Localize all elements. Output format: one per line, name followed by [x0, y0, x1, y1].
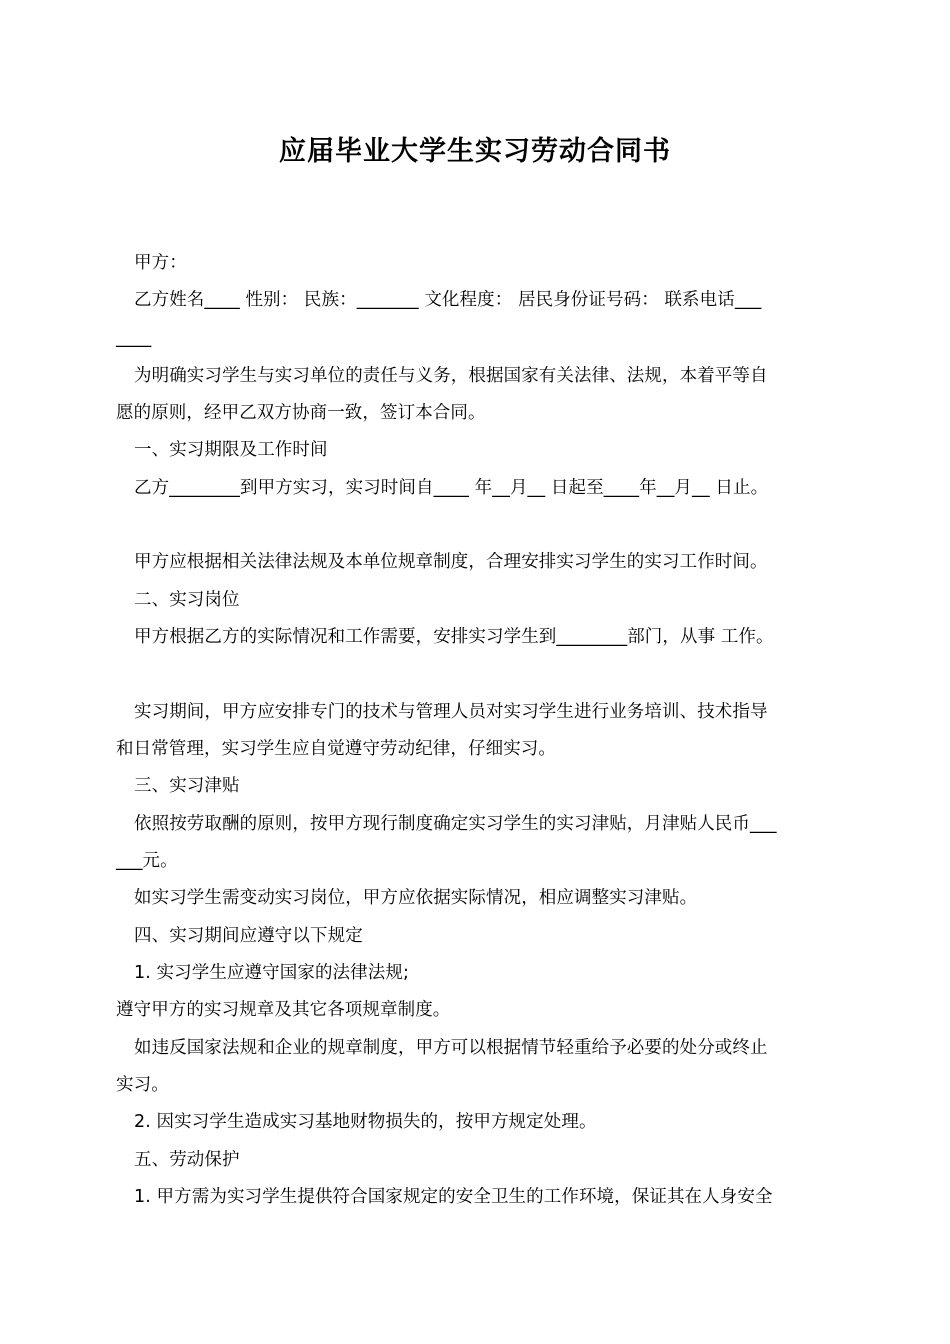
violation-line-1: 如违反国家法规和企业的规章制度，甲方可以根据情节轻重给予必要的处分或终止 [134, 1038, 768, 1058]
section-1-heading: 一、实习期限及工作时间 [134, 440, 328, 460]
party-b-info-line: 乙方姓名____ 性别： 民族：_______ 文化程度： 居民身份证号码： 联系电话___ [134, 290, 762, 310]
party-b-info-continuation: ____ [116, 328, 152, 348]
preamble-line-1: 为明确实习学生与实习单位的责任与义务，根据国家有关法律、法规，本着平等自 [134, 366, 768, 386]
internship-post-line: 甲方根据乙方的实际情况和工作需要，安排实习学生到________部门，从事 工作。 [134, 627, 774, 647]
allowance-line-1: 依照按劳取酬的原则，按甲方现行制度确定实习学生的实习津贴，月津贴人民币___ [134, 814, 777, 834]
violation-line-2: 实习。 [116, 1075, 169, 1095]
allowance-line-2: ___元。 [116, 851, 178, 871]
internship-period-line: 乙方________到甲方实习，实习时间自____ 年__月__ 日起至____年__月__ 日止。 [134, 478, 769, 498]
allowance-adjust-line: 如实习学生需变动实习岗位，甲方应依据实际情况，相应调整实习津贴。 [134, 888, 698, 908]
section-5-heading: 五、劳动保护 [134, 1150, 240, 1170]
party-a-line: 甲方： [134, 253, 187, 273]
working-time-line: 甲方应根据相关法律法规及本单位规章制度，合理安排实习学生的实习工作时间。 [134, 552, 768, 572]
section-3-heading: 三、实习津贴 [134, 776, 240, 796]
training-line-2: 和日常管理，实习学生应自觉遵守劳动纪律，仔细实习。 [116, 739, 556, 759]
rule-1-detail-line: 遵守甲方的实习规章及其它各项规章制度。 [116, 1000, 451, 1020]
protection-line-1: 1. 甲方需为实习学生提供符合国家规定的安全卫生的工作环境，保证其在人身安全 [134, 1187, 773, 1207]
rule-2-line: 2. 因实习学生造成实习基地财物损失的，按甲方规定处理。 [134, 1112, 597, 1132]
training-line-1: 实习期间，甲方应安排专门的技术与管理人员对实习学生进行业务培训、技术指导 [134, 702, 768, 722]
document-title: 应届毕业大学生实习劳动合同书 [279, 136, 671, 167]
rule-1-line: 1. 实习学生应遵守国家的法律法规; [134, 963, 409, 983]
section-4-heading: 四、实习期间应遵守以下规定 [134, 926, 363, 946]
preamble-line-2: 愿的原则，经甲乙双方协商一致，签订本合同。 [116, 403, 486, 423]
section-2-heading: 二、实习岗位 [134, 590, 240, 610]
